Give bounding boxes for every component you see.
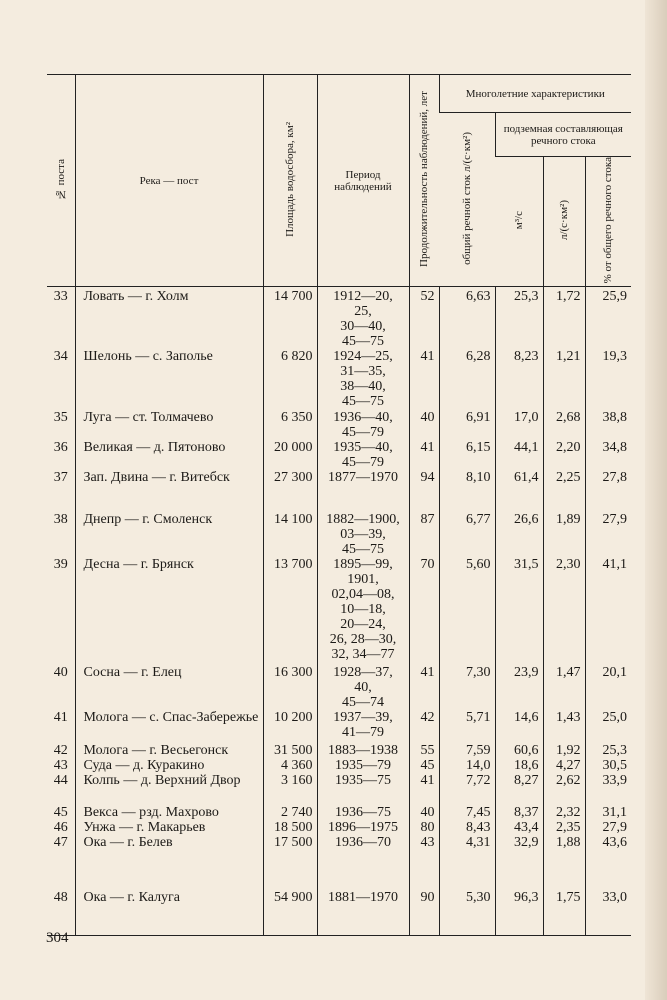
period-line: 1928—37, <box>333 665 393 681</box>
total-runoff-cell: 6,63 <box>439 287 495 350</box>
river-post-cell: Колпь — д. Верхний Двор <box>75 773 263 805</box>
underground-pct-cell: 31,1 <box>585 805 631 820</box>
duration-cell: 45 <box>409 758 439 773</box>
total-runoff-cell: 7,45 <box>439 805 495 820</box>
table-row <box>47 835 631 890</box>
duration-cell: 43 <box>409 835 439 890</box>
table-row <box>47 470 631 512</box>
river-post-cell: Молога — г. Весьегонск <box>75 743 263 758</box>
post-number-cell: 40 <box>53 665 68 681</box>
underground-lskm-cell: 1,21 <box>543 349 585 410</box>
period-cell <box>317 890 409 935</box>
post-number-cell: 41 <box>53 710 68 726</box>
period-line: 45—75 <box>342 542 384 558</box>
post-number-cell: 38 <box>53 512 68 528</box>
underground-lskm-cell: 2,25 <box>543 470 585 512</box>
duration-cell: 41 <box>409 773 439 805</box>
runoff-table <box>47 74 631 936</box>
underground-lskm-cell: 1,88 <box>543 835 585 890</box>
period-cell <box>317 820 409 835</box>
duration-cell: 87 <box>409 512 439 557</box>
period-line: 1924—25, <box>333 349 393 365</box>
period-line: 03—39, <box>340 527 386 543</box>
underground-m3s-cell: 44,1 <box>495 440 543 470</box>
table-row <box>47 440 631 470</box>
period-line: 45—79 <box>342 455 384 471</box>
table-body <box>47 287 631 936</box>
underground-pct-cell: 43,6 <box>585 835 631 890</box>
period-line: 32, 34—77 <box>331 647 395 663</box>
area-cell: 18 500 <box>263 820 317 835</box>
post-number-cell: 46 <box>53 820 68 836</box>
post-number-cell: 37 <box>53 470 68 486</box>
underground-m3s-cell: 60,6 <box>495 743 543 758</box>
table-row <box>47 805 631 820</box>
underground-pct-cell: 34,8 <box>585 440 631 470</box>
area-cell: 13 700 <box>263 557 317 665</box>
total-runoff-cell: 5,71 <box>439 710 495 743</box>
underground-m3s-cell: 8,37 <box>495 805 543 820</box>
table-row <box>47 512 631 557</box>
table-row <box>47 820 631 835</box>
area-cell: 27 300 <box>263 470 317 512</box>
period-cell <box>317 835 409 890</box>
duration-cell: 42 <box>409 710 439 743</box>
underground-lskm-cell: 4,27 <box>543 758 585 773</box>
header-period: Период наблюдений <box>317 75 409 287</box>
underground-m3s-cell: 14,6 <box>495 710 543 743</box>
table-row <box>47 349 631 410</box>
river-post-cell: Луга — ст. Толмачево <box>75 410 263 440</box>
post-number-cell: 35 <box>53 410 68 426</box>
total-runoff-cell: 5,30 <box>439 890 495 935</box>
page-edge <box>645 0 667 1000</box>
underground-lskm-cell: 1,92 <box>543 743 585 758</box>
underground-m3s-cell: 32,9 <box>495 835 543 890</box>
post-number-cell: 45 <box>53 805 68 821</box>
area-cell: 54 900 <box>263 890 317 935</box>
underground-m3s-cell: 18,6 <box>495 758 543 773</box>
total-runoff-cell: 7,59 <box>439 743 495 758</box>
area-cell: 17 500 <box>263 835 317 890</box>
underground-pct-cell: 25,9 <box>585 287 631 350</box>
area-cell: 6 820 <box>263 349 317 410</box>
underground-pct-cell: 33,0 <box>585 890 631 935</box>
underground-lskm-cell: 2,35 <box>543 820 585 835</box>
period-line: 45—79 <box>342 425 384 441</box>
duration-cell: 40 <box>409 410 439 440</box>
area-cell: 14 100 <box>263 512 317 557</box>
underground-m3s-cell: 17,0 <box>495 410 543 440</box>
underground-pct-cell: 38,8 <box>585 410 631 440</box>
underground-lskm-cell: 1,43 <box>543 710 585 743</box>
period-line: 1912—20, <box>333 289 393 305</box>
period-line: 25, <box>354 304 372 320</box>
period-line: 1936—40, <box>333 410 393 426</box>
header-lskm: л/(с·км²) <box>543 157 585 287</box>
river-post-cell: Унжа — г. Макарьев <box>75 820 263 835</box>
underground-pct-cell: 27,9 <box>585 512 631 557</box>
underground-lskm-cell: 2,62 <box>543 773 585 805</box>
underground-lskm-cell: 1,75 <box>543 890 585 935</box>
underground-pct-cell: 27,8 <box>585 470 631 512</box>
period-line: 40, <box>354 680 372 696</box>
river-post-cell: Шелонь — с. Заполье <box>75 349 263 410</box>
period-cell <box>317 743 409 758</box>
river-post-cell: Сосна — г. Елец <box>75 665 263 710</box>
period-line: 10—18, <box>340 602 386 618</box>
period-line: 20—24, <box>340 617 386 633</box>
underground-pct-cell: 25,3 <box>585 743 631 758</box>
period-line: 1935—79 <box>335 758 391 774</box>
duration-cell: 90 <box>409 890 439 935</box>
post-number-cell: 42 <box>53 743 68 759</box>
period-line: 1935—75 <box>335 773 391 789</box>
period-line: 26, 28—30, <box>329 632 397 648</box>
underground-lskm-cell: 2,68 <box>543 410 585 440</box>
period-line: 38—40, <box>340 379 386 395</box>
underground-m3s-cell: 23,9 <box>495 665 543 710</box>
area-cell: 20 000 <box>263 440 317 470</box>
period-cell <box>317 773 409 805</box>
total-runoff-cell: 8,10 <box>439 470 495 512</box>
table-header <box>47 75 631 287</box>
post-number-cell: 34 <box>53 349 68 365</box>
table-row <box>47 287 631 350</box>
total-runoff-cell: 5,60 <box>439 557 495 665</box>
table-row <box>47 890 631 935</box>
period-line: 45—74 <box>342 695 384 711</box>
period-line: 1895—99, <box>333 557 393 573</box>
underground-lskm-cell: 2,20 <box>543 440 585 470</box>
post-number-cell: 47 <box>53 835 68 851</box>
period-line: 1936—70 <box>335 835 391 851</box>
underground-lskm-cell: 1,72 <box>543 287 585 350</box>
river-post-cell: Великая — д. Пятоново <box>75 440 263 470</box>
period-cell <box>317 710 409 743</box>
period-line: 31—35, <box>340 364 386 380</box>
period-cell <box>317 440 409 470</box>
total-runoff-cell: 14,0 <box>439 758 495 773</box>
underground-lskm-cell: 1,47 <box>543 665 585 710</box>
duration-cell: 41 <box>409 665 439 710</box>
page-number: 304 <box>46 930 69 946</box>
total-runoff-cell: 7,30 <box>439 665 495 710</box>
underground-lskm-cell: 2,32 <box>543 805 585 820</box>
duration-cell: 94 <box>409 470 439 512</box>
underground-lskm-cell: 2,30 <box>543 557 585 665</box>
river-post-cell: Зап. Двина — г. Витебск <box>75 470 263 512</box>
period-cell <box>317 758 409 773</box>
period-cell <box>317 349 409 410</box>
period-line: 1901, <box>347 572 379 588</box>
river-post-cell: Ока — г. Калуга <box>75 890 263 935</box>
area-cell: 4 360 <box>263 758 317 773</box>
duration-cell: 80 <box>409 820 439 835</box>
period-line: 1883—1938 <box>328 743 398 759</box>
underground-m3s-cell: 61,4 <box>495 470 543 512</box>
total-runoff-cell: 7,72 <box>439 773 495 805</box>
period-cell <box>317 665 409 710</box>
river-post-cell: Ока — г. Белев <box>75 835 263 890</box>
period-line: 1877—1970 <box>328 470 398 486</box>
duration-cell: 40 <box>409 805 439 820</box>
underground-pct-cell: 30,5 <box>585 758 631 773</box>
total-runoff-cell: 6,15 <box>439 440 495 470</box>
table-row <box>47 557 631 665</box>
period-line: 1935—40, <box>333 440 393 456</box>
duration-cell: 55 <box>409 743 439 758</box>
river-post-cell: Молога — с. Спас-Забережье <box>75 710 263 743</box>
underground-m3s-cell: 26,6 <box>495 512 543 557</box>
area-cell: 2 740 <box>263 805 317 820</box>
underground-pct-cell: 41,1 <box>585 557 631 665</box>
total-runoff-cell: 6,77 <box>439 512 495 557</box>
header-longterm: Многолетние характеристики <box>439 75 631 113</box>
table-row <box>47 665 631 710</box>
table-row <box>47 710 631 743</box>
period-cell <box>317 512 409 557</box>
period-line: 1937—39, <box>333 710 393 726</box>
post-number-cell: 43 <box>53 758 68 774</box>
river-post-cell: Днепр — г. Смоленск <box>75 512 263 557</box>
underground-pct-cell: 27,9 <box>585 820 631 835</box>
header-river-post: Река — пост <box>75 75 263 287</box>
underground-pct-cell: 25,0 <box>585 710 631 743</box>
total-runoff-cell: 6,28 <box>439 349 495 410</box>
post-number-cell: 33 <box>53 289 68 305</box>
underground-pct-cell: 19,3 <box>585 349 631 410</box>
post-number-cell: 44 <box>53 773 68 789</box>
table-row <box>47 758 631 773</box>
header-post-no: № поста <box>47 75 75 287</box>
period-cell <box>317 557 409 665</box>
table-row <box>47 410 631 440</box>
river-post-cell: Векса — рзд. Махрово <box>75 805 263 820</box>
duration-cell: 70 <box>409 557 439 665</box>
header-underground: подземная составляющая речного стока <box>495 113 631 157</box>
header-pct: % от общего речного стока <box>585 157 631 287</box>
total-runoff-cell: 8,43 <box>439 820 495 835</box>
post-number-cell: 39 <box>53 557 68 573</box>
underground-m3s-cell: 31,5 <box>495 557 543 665</box>
period-line: 30—40, <box>340 319 386 335</box>
period-line: 45—75 <box>342 334 384 350</box>
area-cell: 6 350 <box>263 410 317 440</box>
post-number-cell: 48 <box>47 890 75 935</box>
period-line: 1896—1975 <box>328 820 398 836</box>
river-post-cell: Ловать — г. Холм <box>75 287 263 350</box>
period-cell <box>317 805 409 820</box>
period-cell <box>317 410 409 440</box>
underground-pct-cell: 33,9 <box>585 773 631 805</box>
period-line: 1936—75 <box>335 805 391 821</box>
duration-cell: 52 <box>409 287 439 350</box>
area-cell: 16 300 <box>263 665 317 710</box>
duration-cell: 41 <box>409 349 439 410</box>
header-duration: Продолжительность наблюдений, лет <box>409 75 439 287</box>
river-post-cell: Десна — г. Брянск <box>75 557 263 665</box>
area-cell: 10 200 <box>263 710 317 743</box>
period-line: 02,04—08, <box>331 587 395 603</box>
header-m3s: м³/с <box>495 157 543 287</box>
period-line: 1882—1900, <box>326 512 400 528</box>
period-line: 1881—1970 <box>328 890 398 906</box>
underground-m3s-cell: 96,3 <box>495 890 543 935</box>
area-cell: 14 700 <box>263 287 317 350</box>
underground-m3s-cell: 8,27 <box>495 773 543 805</box>
table-row <box>47 743 631 758</box>
underground-m3s-cell: 43,4 <box>495 820 543 835</box>
area-cell: 3 160 <box>263 773 317 805</box>
total-runoff-cell: 6,91 <box>439 410 495 440</box>
period-cell <box>317 287 409 350</box>
duration-cell: 41 <box>409 440 439 470</box>
underground-m3s-cell: 25,3 <box>495 287 543 350</box>
underground-pct-cell: 20,1 <box>585 665 631 710</box>
period-cell <box>317 470 409 512</box>
underground-lskm-cell: 1,89 <box>543 512 585 557</box>
period-line: 41—79 <box>342 725 384 741</box>
post-number-cell: 36 <box>53 440 68 456</box>
total-runoff-cell: 4,31 <box>439 835 495 890</box>
underground-m3s-cell: 8,23 <box>495 349 543 410</box>
area-cell: 31 500 <box>263 743 317 758</box>
river-post-cell: Суда — д. Куракино <box>75 758 263 773</box>
period-line: 45—75 <box>342 394 384 410</box>
header-total-runoff: общий речной сток л/(с·км²) <box>439 113 495 287</box>
header-area: Площадь водосбора, км² <box>263 75 317 287</box>
table-row <box>47 773 631 805</box>
